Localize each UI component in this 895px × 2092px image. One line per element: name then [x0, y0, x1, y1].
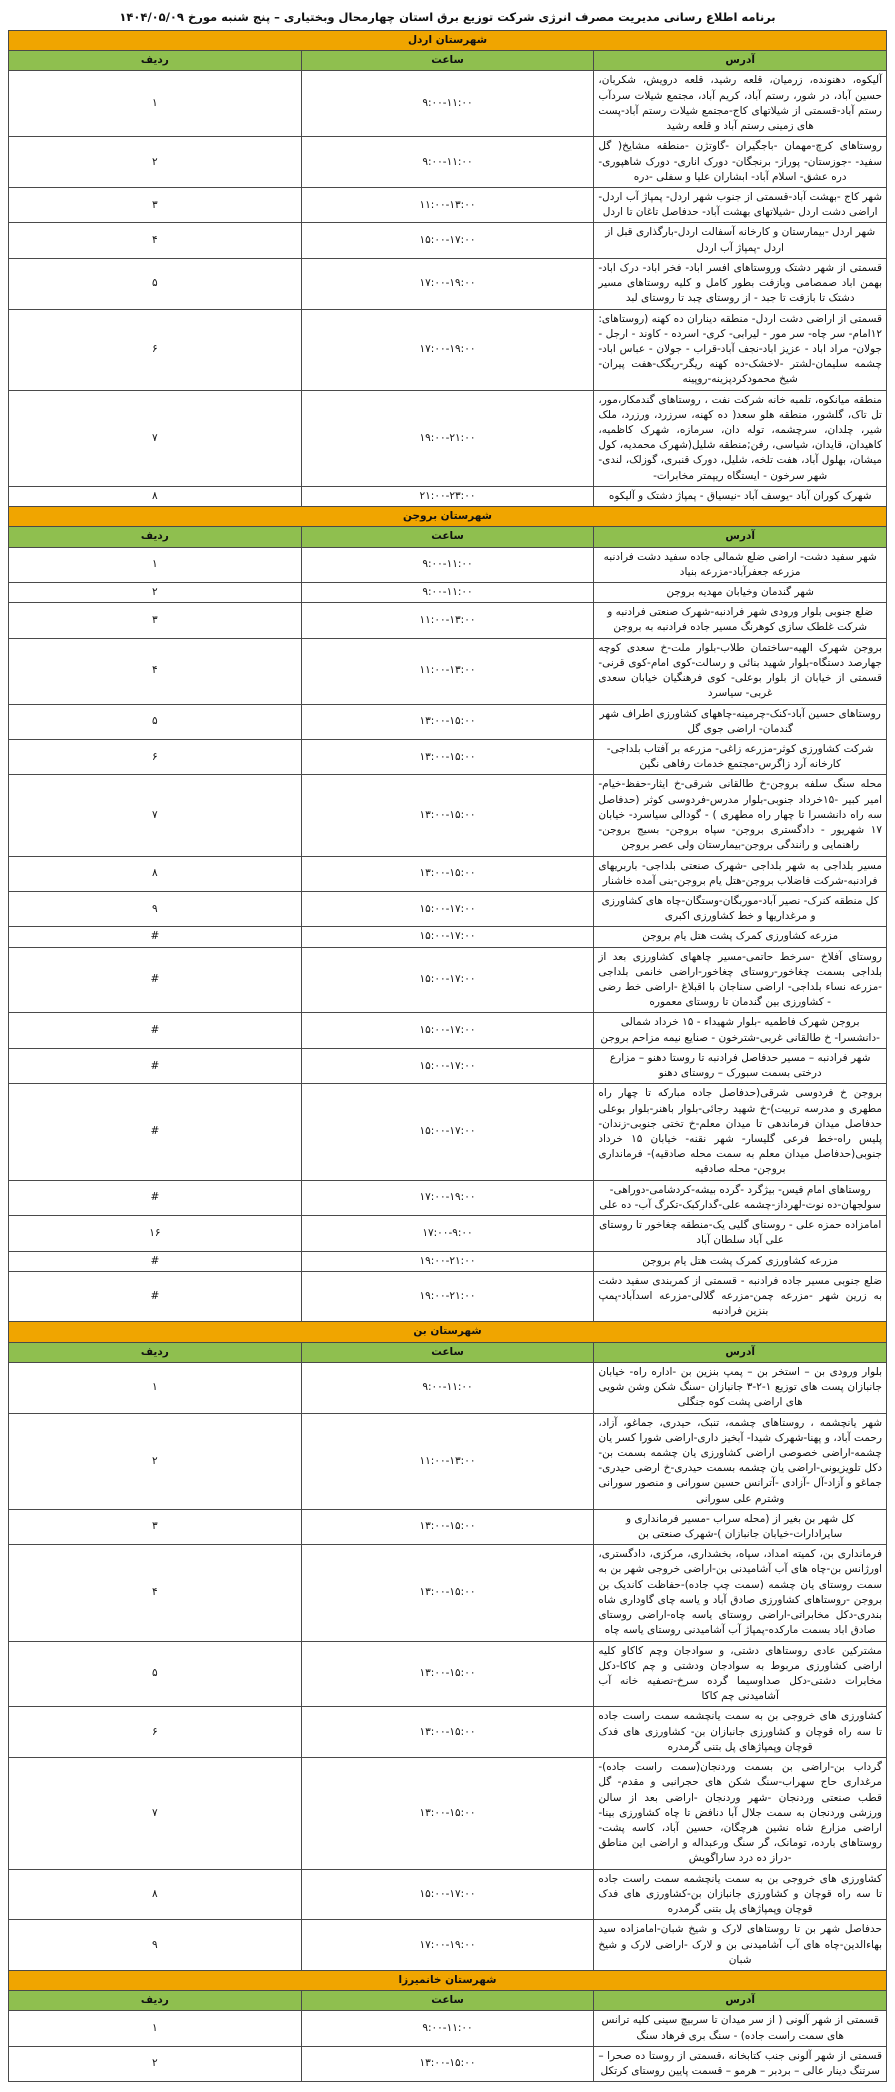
cell-address: بروجن خ فردوسی شرقی(حدفاصل جاده مبارکه تا چهار راه مطهری و مدرسه تربیت)-خ شهید رجائی-بلوار باهنر-بلوار بوعلی حدفاصل میدان فرماندهی تا میدان معلم-خ تختی جنوبی-زندان-پلیس راه-خط فرعی گلیسار- شهر نقنه- خیابان ۱۵ خرداد جنوبی(حدفاصل میدان معلم به سمت محله صادقیه)- فرمانداری بروجن- محله صادقیه — [594, 1084, 887, 1180]
table-row — [9, 187, 887, 222]
cell-address: گرداب بن-اراضی بن بسمت وردنجان(سمت راست جاده)-مرغداری حاج سهراب-سنگ شکن های حجرانبی و مقدم- گل قطب صنعتی وردنجان -شهر وردنجان -اراضی بعد از سالن ورزشی وردنجان به سمت جلال آبا دنافض تا چاه کشاورزی بینا- اراضی مزارع شاه نشین هرچگان، حسین آباد، کاسه پشت-روستاهای بارده، تومانک، گر سنگ ورعبداله و اراضی این مناطق -دراز ده درد ساراگویش — [594, 1758, 887, 1870]
table-row — [9, 1413, 887, 1509]
city-band — [9, 1322, 887, 1342]
cell-time: ۹:۰۰-۱۱:۰۰ — [301, 71, 594, 137]
table-row — [9, 856, 887, 891]
cell-row-number: ۲ — [9, 137, 302, 188]
cell-row-number: ۷ — [9, 775, 302, 856]
cell-row-number: ۹ — [9, 891, 302, 926]
cell-address: مزرعه کشاورزی کمرک پشت هتل یام بروجن — [594, 1251, 887, 1271]
cell-address: منطقه میانکوه، تلمبه خانه شرکت نفت ، روستاهای گندمکار،مور، تل تاک، گلشور، منطقه هلو سعد( ده کهنه، سرزرد، ورزرد، ملک شیر، چلدان، سرچشمه، توله دان، سرمازه، شهرک کاظمیه، کاهیدان، قایدان، شیاسی، رفن;منطقه شلیل(شهرک محمدیه، کول میشان، بهلول آباد، هفت تلخه، شلیل، دورک قنبری، گوزلک، لندی- شهر سرخون - ایستگاه ریپمتر مخابرات- — [594, 390, 887, 486]
cell-row-number: # — [9, 1180, 302, 1215]
cell-row-number: ۱ — [9, 1362, 302, 1413]
cell-time: ۱۹:۰۰-۲۱:۰۰ — [301, 1271, 594, 1322]
city-name: شهرستان اردل — [9, 31, 887, 51]
cell-row-number: ۹ — [9, 1920, 302, 1971]
city-band — [9, 1970, 887, 1990]
cell-row-number: ۸ — [9, 856, 302, 891]
cell-row-number: ۱ — [9, 71, 302, 137]
cell-address: شهر گندمان وخیابان مهدیه بروجن — [594, 583, 887, 603]
cell-address: شهر اردل -بیمارستان و کارخانه آسفالت اردل-بارگذاری قبل از اردل -پمپاژ آب اردل — [594, 223, 887, 258]
cell-address: قسمتی از شهر دشتک وروستاهای افسر اباد- فخر اباد- درک اباد- بهمن اباد صمصامی وبازفت بطور کامل و کلیه روستاهای مسیر دشتک تا بازفت تا جبد - از روستای چبد تا روستای لبد — [594, 258, 887, 309]
cell-time: ۱۳:۰۰-۱۵:۰۰ — [301, 1758, 594, 1870]
cell-time: ۱۵:۰۰-۱۷:۰۰ — [301, 927, 594, 947]
cell-time: ۱۵:۰۰-۱۷:۰۰ — [301, 891, 594, 926]
cell-row-number: ۱ — [9, 2011, 302, 2046]
cell-address: روستاهای کرچ-مهمان -باجگیران -گاوتژن -منطقه مشایخ( گل سفید- -جوزستان- پوراز- برنجگان- دورک اناری- دورک شاهپوری-دره عشق- اسلام آباد- ابشاران علیا و سفلی -دره — [594, 137, 887, 188]
cell-row-number: ۳ — [9, 187, 302, 222]
table-row — [9, 947, 887, 1013]
cell-address: امامزاده حمزه علی - روستای گلیی یک-منطقه چغاخور تا روستای علی آباد سلطان آباد — [594, 1216, 887, 1251]
city-name: شهرستان بن — [9, 1322, 887, 1342]
cell-address: ضلع جنوبی بلوار ورودی شهر فرادنبه-شهرک صنعتی فرادنبه و شرکت غلطک سازی کوهرنگ مسیر جاده فرادنبه به بروجن — [594, 603, 887, 638]
table-row — [9, 603, 887, 638]
table-row — [9, 390, 887, 486]
cell-address: فرمانداری بن، کمیته امداد، سپاه، بخشداری، مرکزی، دادگستری، اورژانس بن-چاه های آب آشامیدنی بن-اراضی خروجی شهر بن به سمت روستای یان چشمه (سمت چپ جاده)-حفاظت کاندیک بن بروجن -روستاهای کشاورزی صادق آباد و یاسه چای گاوداری شاه بندری-دکل مخابراتی-اراضی روستای یاسه چاه-اراضی روستای صادق اباد بسمت مارکده-پمپاژ آب آشامیدنی روستای یاسه چاه — [594, 1545, 887, 1641]
table-row — [9, 71, 887, 137]
cell-time: ۱۵:۰۰-۱۷:۰۰ — [301, 1048, 594, 1083]
table-row — [9, 927, 887, 947]
cell-row-number: # — [9, 947, 302, 1013]
header-row-number: ردیف — [9, 1342, 302, 1362]
cell-time: ۱۱:۰۰-۱۳:۰۰ — [301, 1413, 594, 1509]
cell-address: بلوار ورودی بن – استخر بن – پمپ بنزین بن -اداره راه- خیابان جانبازان پست های توزیع ۱-۲-۳ جانبازان -سنگ شکن وشن شویی های اراضی پشت کوه جنگلی — [594, 1362, 887, 1413]
cell-address: روستای آفلاخ -سرخط حاتمی-مسیر چاههای کشاورزی بعد از بلداجی بسمت چغاخور-روستای چغاخور-اراضی خانمی بلداجی -مزرعه نساء بلداجی- اراضی سناجان با اقبلاغ -اراضی خط رضی - کشاورزی بین گندمان تا روستای معموره — [594, 947, 887, 1013]
cell-row-number: ۵ — [9, 1641, 302, 1707]
cell-row-number: ۵ — [9, 258, 302, 309]
cell-time: ۱۵:۰۰-۱۷:۰۰ — [301, 1084, 594, 1180]
cell-address: قسمتی از شهر آلونی ( از سر میدان تا سربیچ سینی کلیه ترانس های سمت راست جاده) - سنگ بری فرهاد سنگ — [594, 2011, 887, 2046]
cell-row-number: ۳ — [9, 1509, 302, 1544]
cell-row-number: # — [9, 1013, 302, 1048]
cell-row-number: ۶ — [9, 739, 302, 774]
header-address: آدرس — [594, 527, 887, 547]
cell-time: ۱۷:۰۰-۱۹:۰۰ — [301, 258, 594, 309]
cell-address: شهر سفید دشت- اراضی ضلع شمالی جاده سفید دشت فرادنبه مزرعه جعفرآباد-مزرعه بنیاد — [594, 547, 887, 582]
city-name: شهرستان خانمیرزا — [9, 1970, 887, 1990]
table-row — [9, 1758, 887, 1870]
cell-row-number: # — [9, 927, 302, 947]
table-row — [9, 1048, 887, 1083]
cell-address: ضلع جنوبی مسیر جاده فرادنبه - قسمتی از کمربندی سفید دشت به زرین شهر -مزرعه چمن-مزرعه گلالی-مزرعه اسدآباد-پمپ بنزین فرادنبه — [594, 1271, 887, 1322]
column-header-row — [9, 1991, 887, 2011]
cell-row-number: # — [9, 1048, 302, 1083]
cell-time: ۱۵:۰۰-۱۷:۰۰ — [301, 947, 594, 1013]
header-time: ساعت — [301, 527, 594, 547]
cell-time: ۱۳:۰۰-۱۵:۰۰ — [301, 1641, 594, 1707]
cell-address: بروجن شهرک الهیه-ساختمان طلاب-بلوار ملت-خ سعدی کوچه جهارصد دستگاه-بلوار شهید بنائی و رسالت-کوی امام-کوی قرنی-قسمتی از خیابان از بلوار بوعلی- کوی فرهنگیان خیابان سعدی غربی- سیاسرد — [594, 638, 887, 704]
cell-row-number: ۱۶ — [9, 1216, 302, 1251]
table-row — [9, 704, 887, 739]
cell-time: ۱۳:۰۰-۱۵:۰۰ — [301, 1707, 594, 1758]
cell-row-number: ۲ — [9, 2046, 302, 2081]
cell-row-number: ۲ — [9, 1413, 302, 1509]
cell-time: ۱۳:۰۰-۱۵:۰۰ — [301, 856, 594, 891]
cell-address: حدفاصل شهر بن تا روستاهای لارک و شیخ شبان-امامزاده سید بهاءالدین-چاه های آب آشامیدنی بن و لارک -اراضی لارک و شیخ شبان — [594, 1920, 887, 1971]
cell-address: آلیکوه، دهنونده، زرمیان، قلعه رشید، قلعه درویش، شکربان، حسین آباد، در شور، رستم آباد، کریم آباد، مجتمع شیلات سردآب رستم آباد-قسمتی از شیلاتهای کاج-مجتمع شیلات رستم آباد-پست های زمینی رستم آباد و قلعه رشید — [594, 71, 887, 137]
cell-address: مشترکین عادی روستاهای دشتی، و سوادجان وچم کاکاو کلیه اراضی کشاورزی مربوط به سوادجان ودشتی و چم کاکا-دکل مخابرات دشتی-دکل صداوسیما گرده سرخ-تصفیه خانه آب آشامیدنی چم کاکا — [594, 1641, 887, 1707]
cell-row-number: ۱ — [9, 547, 302, 582]
cell-time: ۱۵:۰۰-۱۷:۰۰ — [301, 223, 594, 258]
cell-time: ۹:۰۰-۱۱:۰۰ — [301, 1362, 594, 1413]
cell-address: شهر یانچشمه ، روستاهای چشمه، تنبک، حیدری، جماغو، آزاد، رحمت آباد، و پهنا-شهرک شیدا- آبخیز داری-اراضی شورا کسر یان چشمه-اراضی خصوصی اراضی کشاورزی یان چشمه بسمت بن-دکل تلویزیونی-اراضی یان چشمه بسمت حیدری-خ ارضی حیدری- جماغو و آزاد-آل -آزادی -آترانس حسین سورانی و منصور سورانی وشترم علی سورانی — [594, 1413, 887, 1509]
outage-schedule-table — [8, 30, 887, 2082]
cell-address: روستاهای امام قیس- بیژگرد -گرده بیشه-کردشامی-دوراهی-سولجهان-ده نوت-لهرداز-چشمه علی-گدارکبک-تکرگ آب- ده علی — [594, 1180, 887, 1215]
cell-row-number: ۸ — [9, 1869, 302, 1920]
cell-time: ۲۱:۰۰-۲۳:۰۰ — [301, 486, 594, 506]
table-row — [9, 1180, 887, 1215]
table-row — [9, 1271, 887, 1322]
cell-row-number: ۸ — [9, 486, 302, 506]
cell-address: شهرک کوران آباد -یوسف آباد -نیسیاق - پمپاژ دشتک و آلیکوه — [594, 486, 887, 506]
cell-row-number: # — [9, 1251, 302, 1271]
city-band — [9, 31, 887, 51]
cell-time: ۱۳:۰۰-۱۵:۰۰ — [301, 775, 594, 856]
header-row-number: ردیف — [9, 51, 302, 71]
header-time: ساعت — [301, 1342, 594, 1362]
cell-address: کشاورزی های خروجی بن به سمت یانچشمه سمت راست جاده تا سه راه قوچان و کشاورزی جانبازان بن- کشاورزی های فدک قوچان وپمپاژهای پل بتنی گرمدره — [594, 1707, 887, 1758]
cell-time: ۱۷:۰۰-۹:۰۰ — [301, 1216, 594, 1251]
cell-time: ۹:۰۰-۱۱:۰۰ — [301, 583, 594, 603]
header-address: آدرس — [594, 1991, 887, 2011]
cell-time: ۱۷:۰۰-۱۹:۰۰ — [301, 1180, 594, 1215]
cell-row-number: ۶ — [9, 309, 302, 390]
cell-row-number: ۶ — [9, 1707, 302, 1758]
table-row — [9, 309, 887, 390]
cell-time: ۱۳:۰۰-۱۵:۰۰ — [301, 1545, 594, 1641]
cell-address: محله سنگ سلفه بروجن-خ طالقانی شرقی-خ ایثار-حفظ-خیام-امیر کبیر -۱۵خرداد جنوبی-بلوار مدرس-فردوسی کوثر (حدفاصل سه راه دانشسرا تا چهار راه مطهری ) - گودالی سیاسرد- خیابان ۱۷ شهریور - دادگستری بروجن- سپاه بروجن- بسیج بروجن- راهنمایی و رانندگی بروجن-بیمارستان ولی عصر بروجن — [594, 775, 887, 856]
table-row — [9, 583, 887, 603]
table-row — [9, 638, 887, 704]
cell-time: ۱۱:۰۰-۱۳:۰۰ — [301, 638, 594, 704]
cell-time: ۱۹:۰۰-۲۱:۰۰ — [301, 390, 594, 486]
cell-address: شرکت کشاورزی کوثر-مزرعه زاغی- مزرعه بر آفتاب بلداجی- کارخانه آرد زاگرس-مجتمع خدمات رفاهی نگین — [594, 739, 887, 774]
table-row — [9, 1251, 887, 1271]
table-row — [9, 775, 887, 856]
header-time: ساعت — [301, 51, 594, 71]
cell-time: ۱۳:۰۰-۱۵:۰۰ — [301, 739, 594, 774]
column-header-row — [9, 51, 887, 71]
table-row — [9, 1362, 887, 1413]
cell-row-number: ۴ — [9, 638, 302, 704]
table-row — [9, 1509, 887, 1544]
table-row — [9, 1707, 887, 1758]
table-row — [9, 891, 887, 926]
table-row — [9, 486, 887, 506]
table-row — [9, 258, 887, 309]
cell-time: ۹:۰۰-۱۱:۰۰ — [301, 137, 594, 188]
table-row — [9, 1084, 887, 1180]
cell-time: ۹:۰۰-۱۱:۰۰ — [301, 547, 594, 582]
table-row — [9, 547, 887, 582]
cell-row-number: # — [9, 1084, 302, 1180]
table-row — [9, 1920, 887, 1971]
cell-address: قسمتی از اراضی دشت اردل- منطقه دیناران ده کهنه (روستاهای: ۱۲امام- سر چاه- سر مور - لیرابی- کری- اسرده - کاوند - ارجل - جولان- مراد اباد - عزیز اباد-نجف آباد-قراب - جولان - عباس اباد- چشمه سلیمان-لشتر -لاخشک-ده کهنه ریگر-ریگک-هفت پیران-شیخ محمودکردپزینه-روپینه — [594, 309, 887, 390]
cell-address: قسمتی از شهر آلونی جنب کتابخانه ،قسمتی از روستا ده صحرا – سرتنگ دینار عالی – بردبر – هرمو – قسمت پایین روستای کرتکل — [594, 2046, 887, 2081]
cell-row-number: ۵ — [9, 704, 302, 739]
cell-row-number: ۲ — [9, 583, 302, 603]
cell-time: ۱۵:۰۰-۱۷:۰۰ — [301, 1869, 594, 1920]
cell-time: ۹:۰۰-۱۱:۰۰ — [301, 2011, 594, 2046]
cell-time: ۱۷:۰۰-۱۹:۰۰ — [301, 309, 594, 390]
header-address: آدرس — [594, 1342, 887, 1362]
cell-time: ۱۳:۰۰-۱۵:۰۰ — [301, 2046, 594, 2081]
cell-time: ۱۱:۰۰-۱۳:۰۰ — [301, 603, 594, 638]
table-row — [9, 137, 887, 188]
table-row — [9, 1216, 887, 1251]
cell-row-number: ۷ — [9, 1758, 302, 1870]
city-name: شهرستان بروجن — [9, 507, 887, 527]
cell-address: شهر کاج -بهشت آباد-قسمتی از جنوب شهر اردل- پمپاژ آب اردل- اراضی دشت اردل -شیلاتهای بهشت آباد- حدفاصل تاغان تا اردل — [594, 187, 887, 222]
header-row-number: ردیف — [9, 1991, 302, 2011]
table-row — [9, 223, 887, 258]
cell-time: ۱۷:۰۰-۱۹:۰۰ — [301, 1920, 594, 1971]
cell-row-number: ۷ — [9, 390, 302, 486]
table-row — [9, 1013, 887, 1048]
header-address: آدرس — [594, 51, 887, 71]
header-row-number: ردیف — [9, 527, 302, 547]
cell-address: کل شهر بن بغیر از (محله سراب -مسیر فرمانداری و سایرادارات-خیابان جانبازان )-شهرک صنعتی بن — [594, 1509, 887, 1544]
cell-time: ۱۹:۰۰-۲۱:۰۰ — [301, 1251, 594, 1271]
cell-time: ۱۱:۰۰-۱۳:۰۰ — [301, 187, 594, 222]
cell-address: کل منطقه کنرک- نصیر آباد-موربگان-وستگان-چاه های کشاورزی و مرغداریها و خط کشاورزی اکبری — [594, 891, 887, 926]
cell-address: مزرعه کشاورزی کمرک پشت هتل یام بروجن — [594, 927, 887, 947]
table-row — [9, 739, 887, 774]
table-row — [9, 1545, 887, 1641]
table-row — [9, 2011, 887, 2046]
header-time: ساعت — [301, 1991, 594, 2011]
table-row — [9, 2046, 887, 2081]
cell-row-number: ۳ — [9, 603, 302, 638]
city-band — [9, 507, 887, 527]
cell-address: شهر فرادنبه – مسیر حدفاصل فرادنبه تا روستا دهنو – مزارع درختی بسمت سبورک – روستای دهنو — [594, 1048, 887, 1083]
cell-row-number: ۴ — [9, 223, 302, 258]
cell-address: کشاورزی های خروجی بن به سمت یانچشمه سمت راست جاده تا سه راه قوچان و کشاورزی جانبازان بن-کشاورزی های فدک قوچان وپمپاژهای پل بتنی گرمدره — [594, 1869, 887, 1920]
page-title: برنامه اطلاع رسانی مدیریت مصرف انرژی شرکت توزیع برق استان چهارمحال وبختیاری – پنج شنبه مورخ ۱۴۰۴/۰۵/۰۹ — [119, 10, 776, 24]
column-header-row — [9, 1342, 887, 1362]
cell-address: روستاهای حسین آباد-کنک-چرمینه-چاههای کشاورزی اطراف شهر گندمان- اراضی جوی گل — [594, 704, 887, 739]
cell-row-number: # — [9, 1271, 302, 1322]
cell-time: ۱۵:۰۰-۱۷:۰۰ — [301, 1013, 594, 1048]
table-row — [9, 1869, 887, 1920]
column-header-row — [9, 527, 887, 547]
cell-time: ۱۳:۰۰-۱۵:۰۰ — [301, 704, 594, 739]
cell-row-number: ۴ — [9, 1545, 302, 1641]
cell-address: بروجن شهرک فاطمیه -بلوار شهیداء - ۱۵ خرداد شمالی -دانشسرا- خ طالقانی غربی-شترخون - صنایع نیمه مزاحم بروجن — [594, 1013, 887, 1048]
cell-time: ۱۳:۰۰-۱۵:۰۰ — [301, 1509, 594, 1544]
cell-address: مسیر بلداجی به شهر بلداجی -شهرک صنعتی بلداجی- باربریهای فرادنبه-شرکت فاضلاب بروجن-هتل یام بروجن-بنی آمده خاشنار — [594, 856, 887, 891]
table-row — [9, 1641, 887, 1707]
